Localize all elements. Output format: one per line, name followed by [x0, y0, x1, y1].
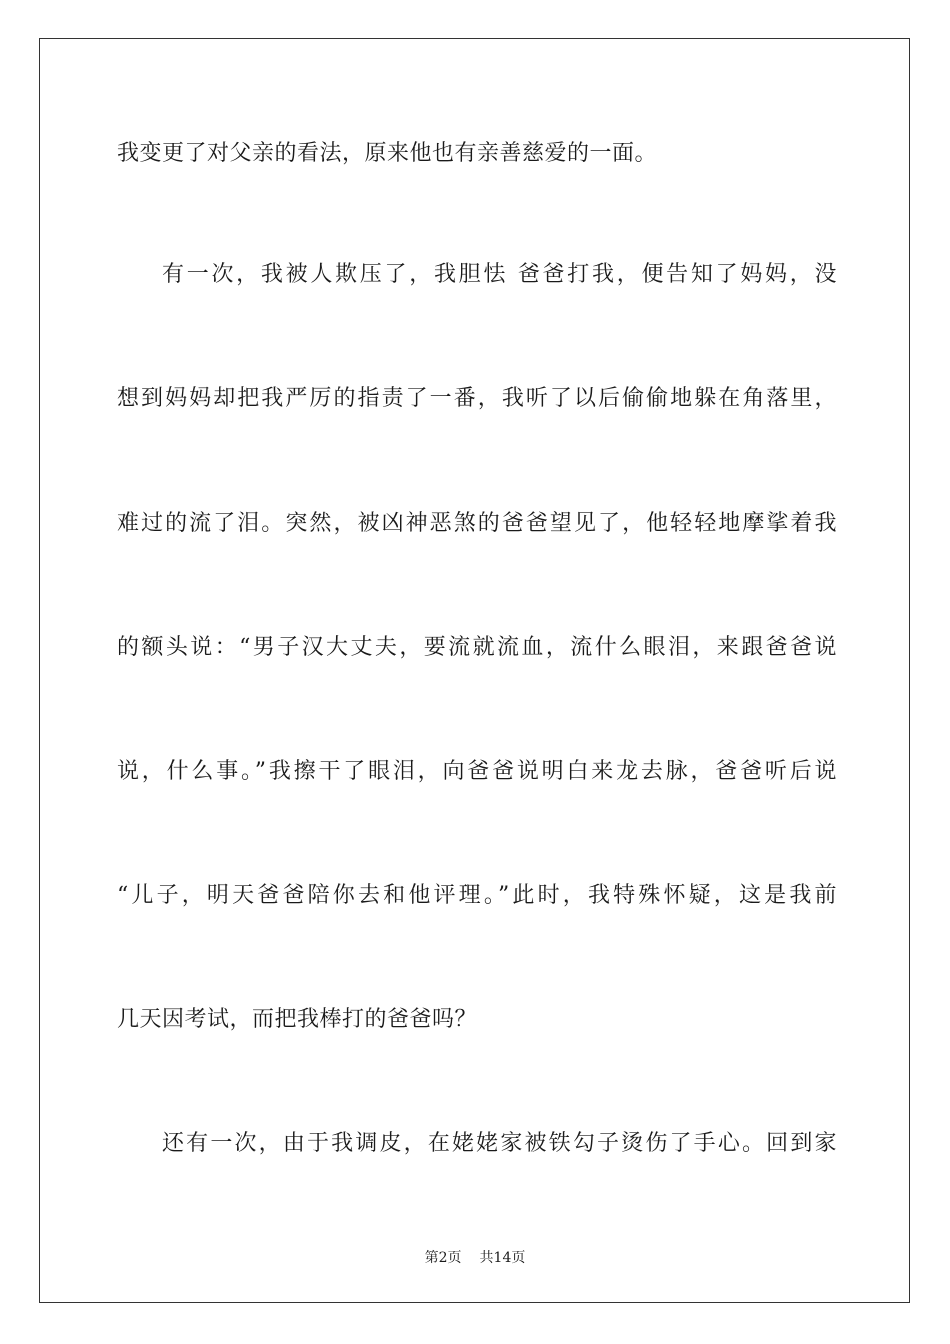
- page-number-current: 第2页: [424, 1250, 462, 1266]
- text-line-5: 的额头说：“男子汉大丈夫，要流就流血，流什么眼泪，来跟爸爸说: [117, 635, 837, 660]
- text-line-9: 还有一次，由于我调皮，在姥姥家被铁勾子烫伤了手心。回到家: [162, 1131, 837, 1156]
- page-number-total: 共14页: [479, 1250, 526, 1266]
- text-line-8: 几天因考试，而把我棒打的爸爸吗？: [117, 1007, 478, 1032]
- page-footer: [0, 1249, 950, 1267]
- text-line-2: 有一次，我被人欺压了，我胆怯 爸爸打我，便告知了妈妈，没: [162, 262, 837, 287]
- page-border: [39, 38, 910, 1303]
- text-line-6: 说，什么事。”我擦干了眼泪，向爸爸说明白来龙去脉，爸爸听后说: [117, 759, 837, 784]
- text-line-1: 我变更了对父亲的看法，原来他也有亲善慈爱的一面。: [117, 141, 658, 166]
- text-line-4: 难过的流了泪。突然，被凶神恶煞的爸爸望见了，他轻轻地摩挲着我: [117, 511, 837, 536]
- text-line-3: 想到妈妈却把我严厉的指责了一番，我听了以后偷偷地躲在角落里，: [117, 386, 837, 411]
- text-line-7: “儿子，明天爸爸陪你去和他评理。”此时，我特殊怀疑，这是我前: [117, 883, 837, 908]
